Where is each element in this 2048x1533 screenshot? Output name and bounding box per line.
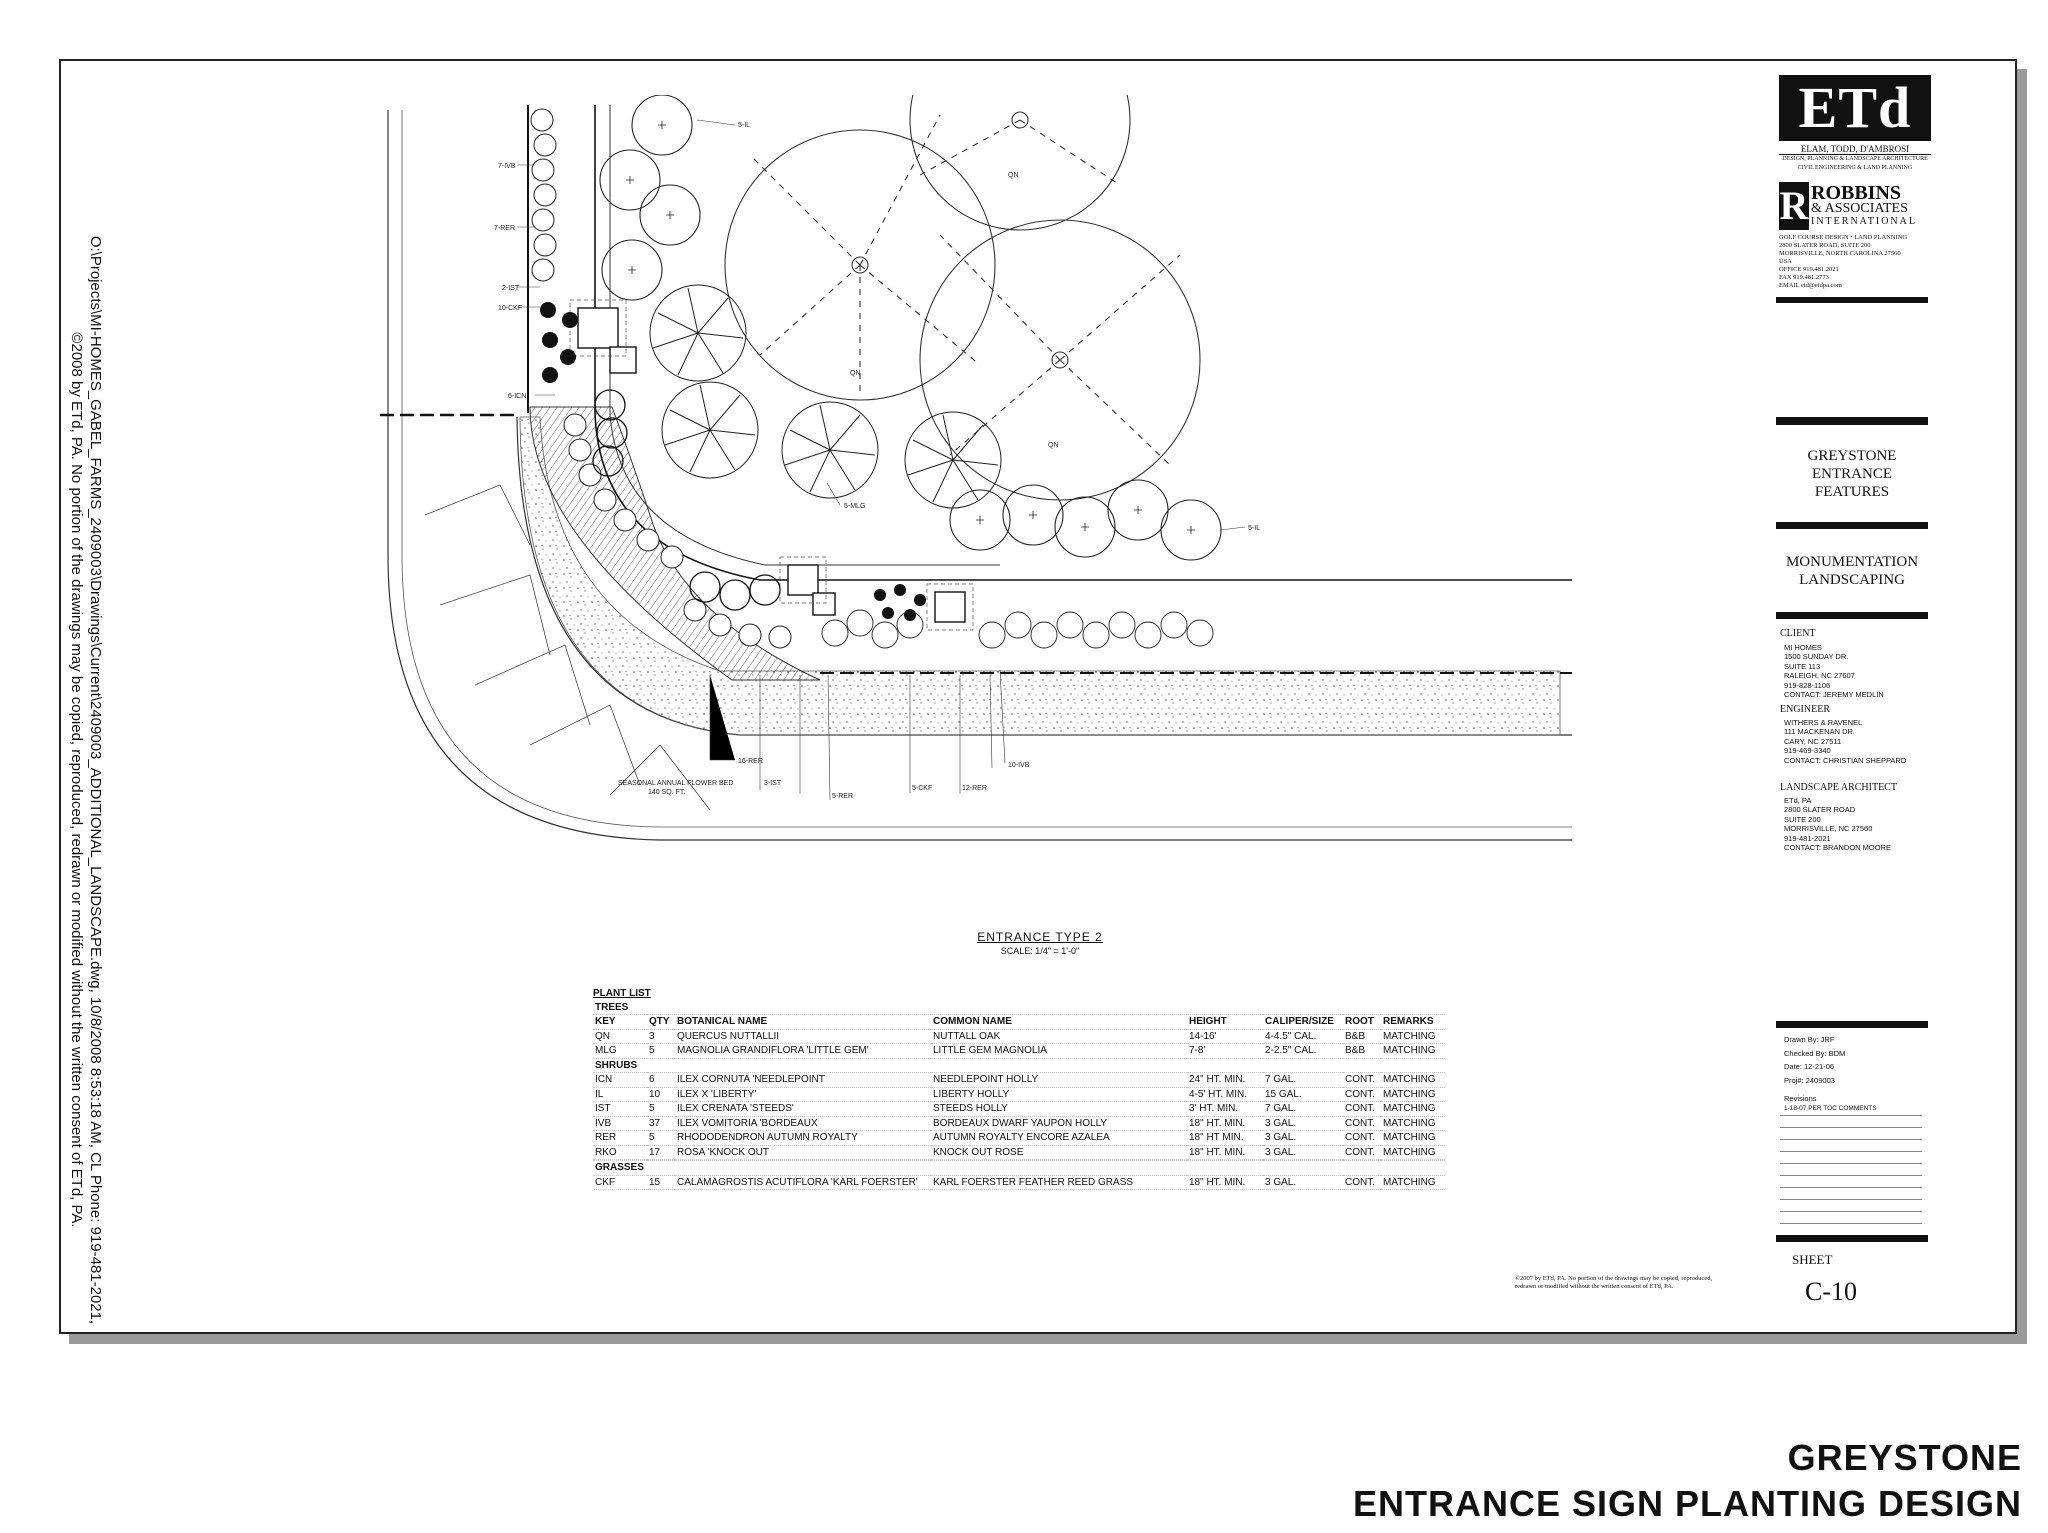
la-line: ETd, PA [1784, 796, 1812, 805]
client-line: CONTACT: JEREMY MEDLIN [1784, 690, 1884, 700]
revision-entry: 1-18-07 PER TOC COMMENTS [1784, 1105, 1877, 1112]
table-cell: QN [593, 1029, 647, 1044]
table-cell: CALIPER/SIZE [1263, 1015, 1343, 1030]
entrance-type-label [960, 930, 1120, 956]
table-cell [1263, 1001, 1343, 1015]
table-cell: ILEX X 'LIBERTY' [675, 1087, 931, 1102]
table-cell: MLG [593, 1044, 647, 1059]
table-cell [931, 1161, 1187, 1176]
table-cell: 18" HT. MIN. [1187, 1116, 1263, 1131]
table-cell: 3 [647, 1029, 675, 1044]
table-row [593, 1102, 1445, 1117]
callout-5-mlg: 5-MLG [844, 503, 866, 510]
engineer-label: ENGINEER [1780, 704, 1830, 715]
qn-label: QN [1008, 172, 1019, 179]
logo-sub-line: DESIGN, PLANNING & LANDSCAPE ARCHITECTURE [1782, 156, 1928, 162]
table-cell: MATCHING [1381, 1102, 1445, 1117]
table-cell: ILEX CORNUTA 'NEEDLEPOINT [675, 1073, 931, 1088]
magnolia-trees [650, 285, 1001, 508]
landscape-architect-info [1784, 796, 1891, 852]
group-row [593, 1161, 1445, 1176]
table-cell: MATCHING [1381, 1073, 1445, 1088]
table-cell: CKF [593, 1175, 647, 1190]
callout-5-rer: 5-RER [832, 793, 854, 800]
table-cell: 3 GAL. [1263, 1116, 1343, 1131]
table-cell: 18" HT MIN. [1187, 1131, 1263, 1146]
table-cell [675, 1161, 931, 1176]
table-cell: 3' HT. MIN. [1187, 1102, 1263, 1117]
robbins-mark: R [1779, 183, 1809, 228]
robbins-line: OFFICE 919.481.2021 [1779, 266, 1839, 273]
table-cell [931, 1001, 1187, 1015]
project-title-line: FEATURES [1814, 484, 1890, 500]
caption-title: GREYSTONE [1787, 1437, 2022, 1478]
table-cell: LITTLE GEM MAGNOLIA [931, 1044, 1187, 1059]
callout-7-rer: 7-RER [494, 225, 516, 232]
table-cell [1187, 1058, 1263, 1073]
table-cell: IL [593, 1087, 647, 1102]
table-cell: REMARKS [1381, 1015, 1445, 1030]
table-cell [1187, 1001, 1263, 1015]
engineer-line: WITHERS & RAVENEL [1784, 718, 1863, 727]
table-cell [647, 1161, 675, 1176]
table-cell: 10 [647, 1087, 675, 1102]
sheet-title-line: LANDSCAPING [1799, 572, 1905, 588]
table-row [593, 1145, 1445, 1160]
table-row [593, 1087, 1445, 1102]
flower-bed-label: SEASONAL ANNUAL FLOWER BED [618, 780, 734, 787]
table-cell: MATCHING [1381, 1029, 1445, 1044]
engineer-line: CARY, NC 27511 [1784, 736, 1842, 746]
table-cell: 2-2.5" CAL. [1263, 1044, 1343, 1059]
sheet-title [1776, 553, 1928, 589]
table-cell: 37 [647, 1116, 675, 1131]
logo-sub-line: CIVIL ENGINEERING & LAND PLANNING [1797, 165, 1913, 171]
callout-10-ivb: 10-IVB [1008, 762, 1030, 769]
table-cell: B&B [1343, 1044, 1381, 1059]
table-cell [1343, 1058, 1381, 1073]
table-cell [1381, 1161, 1445, 1176]
copyright-note: ©2007 by ETd, PA. No portion of the drawings may be copied, reproduced, redrawn or modified without the written consent of ETd, PA. [1515, 1275, 1713, 1290]
caption-subtitle: ENTRANCE SIGN PLANTING DESIGN [1352, 1483, 2022, 1524]
callout-10-ckf: 10-CKF [498, 305, 523, 312]
table-cell [675, 1001, 931, 1015]
revision-line [1780, 1223, 1922, 1224]
table-row [593, 1073, 1445, 1088]
table-cell: 6 [647, 1073, 675, 1088]
qn-label: QN [850, 370, 861, 377]
callout-3-ist: 3-IST [764, 780, 782, 787]
revision-line [1780, 1175, 1922, 1176]
la-line: MORRISVILLE, NC 27560 [1784, 824, 1873, 834]
engineer-line: 111 MACKENAN DR. [1784, 727, 1855, 737]
client-label: CLIENT [1780, 628, 1816, 639]
table-row [593, 1044, 1445, 1059]
flower-bed-area: 140 SQ. FT. [648, 789, 686, 796]
table-cell: 14-16' [1187, 1029, 1263, 1044]
table-cell: RER [593, 1131, 647, 1146]
table-cell: MATCHING [1381, 1131, 1445, 1146]
table-cell [1263, 1161, 1343, 1176]
client-info [1784, 643, 1884, 699]
header-row [593, 1015, 1445, 1030]
title-block-divider [1776, 522, 1928, 529]
planting-plan [380, 95, 1580, 875]
qn-label: QN [1048, 442, 1059, 449]
group-row [593, 1058, 1445, 1073]
table-cell: 7 GAL. [1263, 1102, 1343, 1117]
title-block-divider [1776, 1021, 1928, 1028]
robbins-line: EMAIL etd@etdpa.com [1779, 282, 1842, 289]
robbins-line: FAX 919.481.2773 [1779, 274, 1829, 281]
revision-line [1780, 1127, 1922, 1128]
robbins-line: MORRISVILLE, NORTH CAROLINA 27560 [1779, 250, 1901, 257]
table-cell: 18" HT. MIN. [1187, 1145, 1263, 1160]
table-cell: KNOCK OUT ROSE [931, 1145, 1187, 1160]
table-cell [1381, 1001, 1445, 1015]
table-cell: RHODODENDRON AUTUMN ROYALTY [675, 1131, 931, 1146]
table-cell: MATCHING [1381, 1044, 1445, 1059]
table-cell [931, 1058, 1187, 1073]
table-cell: 3 GAL. [1263, 1145, 1343, 1160]
table-cell: KEY [593, 1015, 647, 1030]
callout-7-ivb: 7-IVB [498, 163, 516, 170]
table-cell [1343, 1001, 1381, 1015]
client-line: SUITE 113 [1784, 661, 1821, 671]
client-line: 919-828-1106 [1784, 680, 1831, 690]
revision-line [1780, 1151, 1922, 1152]
engineer-line: 919-469-3340 [1784, 746, 1831, 756]
drawing-info [1784, 1033, 1845, 1087]
file-path-note [67, 30, 105, 1530]
etd-logo-subtitle [1779, 145, 1931, 173]
liberty-holly [600, 95, 1221, 560]
title-block-divider [1776, 417, 1928, 425]
table-cell [647, 1001, 675, 1015]
table-cell [675, 1058, 931, 1073]
table-cell [1263, 1058, 1343, 1073]
table-cell: CONT. [1343, 1175, 1381, 1190]
table-cell: MATCHING [1381, 1116, 1445, 1131]
table-cell: 3 GAL. [1263, 1175, 1343, 1190]
table-cell: CONT. [1343, 1102, 1381, 1117]
client-line: RALEIGH, NC 27607 [1784, 671, 1855, 681]
client-line: MI HOMES [1784, 643, 1822, 652]
table-cell: LIBERTY HOLLY [931, 1087, 1187, 1102]
table-cell: 4-4.5" CAL. [1263, 1029, 1343, 1044]
engineer-info [1784, 718, 1906, 765]
table-cell: CONT. [1343, 1073, 1381, 1088]
table-cell: TREES [593, 1001, 647, 1015]
table-cell: HEIGHT [1187, 1015, 1263, 1030]
table-cell: 17 [647, 1145, 675, 1160]
etd-logo: ETd [1779, 75, 1931, 141]
table-row [593, 1029, 1445, 1044]
project-title-line: GREYSTONE [1807, 448, 1897, 464]
table-cell: 15 [647, 1175, 675, 1190]
revision-line [1780, 1199, 1922, 1200]
table-cell: ICN [593, 1073, 647, 1088]
drawn-by: Drawn By: JRF [1784, 1035, 1835, 1044]
la-line: 2800 SLATER ROAD [1784, 805, 1856, 815]
table-row [593, 1175, 1445, 1190]
sheet-title-line: MONUMENTATION [1785, 554, 1919, 570]
table-cell: CONT. [1343, 1131, 1381, 1146]
table-cell: ILEX VOMITORIA 'BORDEAUX [675, 1116, 931, 1131]
sheet-label: SHEET [1792, 1252, 1833, 1267]
table-cell: 7-8' [1187, 1044, 1263, 1059]
table-cell: CONT. [1343, 1087, 1381, 1102]
group-row [593, 1001, 1445, 1015]
callout-6-icn: 6-ICN [508, 393, 527, 400]
file-path-line: O:\Projects\MI-HOMES_GABEL_FARMS_2409003\Drawings\Current\2409003_ADDITIONAL_LANDSCAPE.dwg, 10/8/2008 8:53:18 AM, CL Phone: 919-481-2021, [87, 235, 104, 1325]
plant-list-table [593, 1001, 1445, 1191]
nuttall-oak-trees [725, 95, 1200, 500]
callout-16-rer: 16-RER [738, 758, 763, 765]
table-cell: NEEDLEPOINT HOLLY [931, 1073, 1187, 1088]
logo-sub-line: ELAM, TODD, D'AMBROSI [1779, 145, 1931, 155]
robbins-line: 2800 SLATER ROAD, SUITE 200 [1779, 242, 1871, 249]
table-cell: 24" HT. MIN. [1187, 1073, 1263, 1088]
table-cell: MATCHING [1381, 1175, 1445, 1190]
table-cell: MATCHING [1381, 1145, 1445, 1160]
sheet-number: C-10 [1805, 1277, 1857, 1306]
revision-line [1780, 1187, 1922, 1188]
project-number: Proj#: 2409003 [1784, 1075, 1835, 1085]
table-cell: MATCHING [1381, 1087, 1445, 1102]
callout-5-il: 5-IL [1248, 525, 1261, 532]
table-cell: ROOT [1343, 1015, 1381, 1030]
table-cell: CALAMAGROSTIS ACUTIFLORA 'KARL FOERSTER' [675, 1175, 931, 1190]
table-cell: CONT. [1343, 1145, 1381, 1160]
table-cell: GRASSES [593, 1161, 647, 1176]
plant-list-title: PLANT LIST [593, 988, 651, 999]
table-cell: STEEDS HOLLY [931, 1102, 1187, 1117]
table-cell: MAGNOLIA GRANDIFLORA 'LITTLE GEM' [675, 1044, 931, 1059]
project-title-line: ENTRANCE [1812, 466, 1892, 482]
drawing-date: Date: 12-21-06 [1784, 1062, 1835, 1071]
table-cell: ILEX CRENATA 'STEEDS' [675, 1102, 931, 1117]
table-cell: 7 GAL. [1263, 1073, 1343, 1088]
table-cell [1381, 1058, 1445, 1073]
revision-line [1780, 1211, 1922, 1212]
table-cell: 15 GAL. [1263, 1087, 1343, 1102]
title-block-divider [1776, 612, 1928, 619]
callout-5-ckf: 5-CKF [912, 785, 933, 792]
revision-line [1780, 1139, 1922, 1140]
callout-12-rer: 12-RER [962, 785, 987, 792]
checked-by: Checked By: BDM [1784, 1048, 1846, 1058]
table-cell [647, 1058, 675, 1073]
table-cell: COMMON NAME [931, 1015, 1187, 1030]
engineer-line: CONTACT: CHRISTIAN SHEPPARD [1784, 755, 1907, 765]
table-row [593, 1131, 1445, 1146]
table-cell: BOTANICAL NAME [675, 1015, 931, 1030]
callout-5-il: 5-IL [738, 122, 751, 129]
table-cell: CONT. [1343, 1116, 1381, 1131]
title-block-divider [1776, 1235, 1928, 1242]
robbins-address [1779, 234, 1931, 290]
title-block-divider [1776, 297, 1928, 303]
table-cell [1343, 1161, 1381, 1176]
robbins-line: GOLF COURSE DESIGN • LAND PLANNING [1779, 234, 1908, 241]
table-cell: QUERCUS NUTTALLII [675, 1029, 931, 1044]
revisions-label: Revisions [1784, 1094, 1817, 1103]
la-line: 919-481-2021 [1784, 833, 1831, 843]
table-cell: 4-5' HT. MIN. [1187, 1087, 1263, 1102]
la-line: SUITE 200 [1784, 814, 1821, 824]
revision-line [1780, 1115, 1922, 1116]
callout-2-ist: 2-IST [502, 285, 520, 292]
table-row [593, 1116, 1445, 1131]
rose-shrub-row [822, 610, 1213, 648]
table-cell: 5 [647, 1131, 675, 1146]
robbins-sub2: INTERNATIONAL [1811, 216, 1917, 227]
table-cell: IST [593, 1102, 647, 1117]
drawing-scale: SCALE: 1/4" = 1'-0" [1000, 946, 1080, 956]
table-cell: QTY [647, 1015, 675, 1030]
table-cell: RKO [593, 1145, 647, 1160]
table-cell: NUTTALL OAK [931, 1029, 1187, 1044]
robbins-name: ROBBINS [1811, 182, 1902, 204]
table-cell: BORDEAUX DWARF YAUPON HOLLY [931, 1116, 1187, 1131]
table-cell: SHRUBS [593, 1058, 647, 1073]
plant-list [593, 987, 1445, 1190]
copyright-line: ©2008 by ETd, PA. No portion of the drawings may be copied, reproduced, redrawn or modified without the written consent of ETd, PA. [68, 332, 85, 1228]
client-line: 1500 SUNDAY DR. [1784, 652, 1849, 662]
table-cell: ROSA 'KNOCK OUT [675, 1145, 931, 1160]
table-cell: 18" HT. MIN. [1187, 1175, 1263, 1190]
revision-line [1780, 1163, 1922, 1164]
entrance-type-title: ENTRANCE TYPE 2 [977, 930, 1103, 944]
table-cell [1187, 1161, 1263, 1176]
table-cell: 5 [647, 1044, 675, 1059]
project-title [1776, 447, 1928, 501]
robbins-sub: & ASSOCIATES [1811, 201, 1908, 216]
landscape-architect-label: LANDSCAPE ARCHITECT [1780, 782, 1897, 793]
table-cell: IVB [593, 1116, 647, 1131]
table-cell: 3 GAL. [1263, 1131, 1343, 1146]
table-cell: KARL FOERSTER FEATHER REED GRASS [931, 1175, 1187, 1190]
table-cell: B&B [1343, 1029, 1381, 1044]
robbins-line: USA [1779, 258, 1793, 265]
table-cell: AUTUMN ROYALTY ENCORE AZALEA [931, 1131, 1187, 1146]
table-cell: 5 [647, 1102, 675, 1117]
la-line: CONTACT: BRANDON MOORE [1784, 843, 1891, 853]
